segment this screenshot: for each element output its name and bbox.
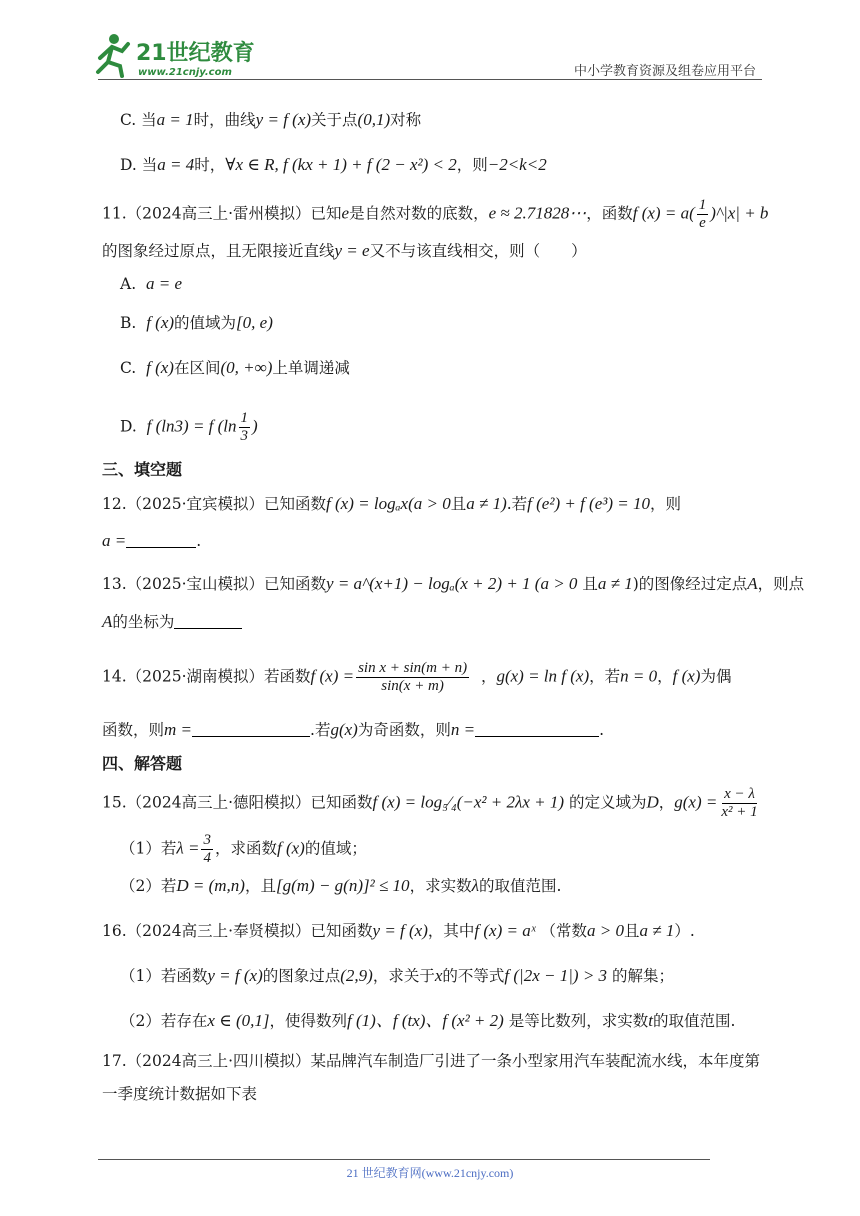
q11-option-c: C. f (x)在区间(0, +∞)上单调递减 bbox=[120, 358, 350, 377]
q11-stem-line1: 11.（2024高三上·雷州模拟）已知e是自然对数的底数，e ≈ 2.71828⋯，函数f (x) = a( $\frac{1}{e}$ )^|x| + b bbox=[102, 197, 769, 231]
q15-stem: 15.（2024高三上·德阳模拟）已知函数f (x) = log₅⁄₄(−x² + 2λx + 1) 的定义域为D，g(x) = $\frac{x - \lambda}{\text{x² + 1}}$ bbox=[102, 786, 758, 820]
runner-icon bbox=[98, 34, 128, 76]
svg-text:21世纪教育: 21世纪教育 bbox=[136, 41, 255, 66]
fraction: $\frac{1}{e}$ bbox=[698, 197, 707, 231]
answer-blank[interactable] bbox=[126, 533, 196, 548]
header-rule bbox=[98, 79, 762, 80]
option-d-line: D. 当a = 4时，∀x ∈ R, f (kx + 1) + f (2 − x²) < 2，则−2<k<2 bbox=[120, 155, 547, 174]
q11-option-b: B. f (x)的值域为[0, e) bbox=[120, 313, 273, 332]
q11-option-a: A. a = e bbox=[120, 274, 183, 293]
answer-blank[interactable] bbox=[192, 722, 310, 737]
q16-part2: （2）若存在x ∈ (0,1]，使得数列f (1)、f (tx)、f (x² + 2) 是等比数列，求实数t的取值范围. bbox=[120, 1011, 736, 1030]
q11-option-d: D. f (ln3) = f (ln $\frac{1}{3}$ ) bbox=[120, 410, 258, 444]
q17-line2: 一季度统计数据如下表 bbox=[102, 1085, 258, 1103]
section-fill-blank-heading: 三、填空题 bbox=[102, 460, 183, 479]
q13-line2: A的坐标为 bbox=[102, 611, 242, 633]
answer-blank[interactable] bbox=[174, 614, 242, 629]
q13-line1: 13.（2025·宝山模拟）已知函数y = a^(x+1) − logₐ(x + 2) + 1 (a > 0 且a ≠ 1)的图像经过定点A，则点 bbox=[102, 574, 805, 593]
option-c-line: C. 当a = 1时，曲线y = f (x)关于点(0,1)对称 bbox=[120, 110, 422, 129]
q15-part1: （1）若λ = $\frac{3}{4}$ ，求函数f (x)的值域； bbox=[120, 832, 367, 866]
header-tagline: 中小学教育资源及组卷应用平台 bbox=[573, 64, 756, 79]
q12-line2: a = . bbox=[102, 531, 202, 550]
q15-part2: （2）若D = (m,n)，且[g(m) − g(n)]² ≤ 10，求实数λ的取值范围. bbox=[120, 876, 562, 895]
section-solution-heading: 四、解答题 bbox=[102, 754, 183, 773]
answer-blank[interactable] bbox=[475, 722, 599, 737]
svg-text:www.21cnjy.com: www.21cnjy.com bbox=[138, 67, 232, 78]
footer-link[interactable]: 21 世纪教育网(www.21cnjy.com) bbox=[346, 1166, 514, 1180]
site-logo bbox=[92, 30, 262, 82]
footer-rule bbox=[98, 1159, 710, 1160]
q11-stem-line2: 的图象经过原点，且无限接近直线y = e又不与该直线相交，则（ ） bbox=[102, 241, 587, 260]
q14-line2: 函数，则m = .若g(x)为奇函数，则n = . bbox=[102, 720, 605, 739]
q16-part1: （1）若函数y = f (x)的图象过点(2,9)，求关于x的不等式f (|2x − 1|) > 3 的解集； bbox=[120, 966, 674, 985]
q14-line1: 14.（2025·湖南模拟）若函数f (x) = $\frac{\text{sin x + sin(m + n)}}{\sin(x + m)}$ ，g(x) = ln f (x)，若n = 0，f (x)为偶 bbox=[102, 660, 732, 694]
q17-line1: 17.（2024高三上·四川模拟）某品牌汽车制造厂引进了一条小型家用汽车装配流水线，本年度第 bbox=[102, 1052, 761, 1070]
q12-line1: 12.（2025·宜宾模拟）已知函数f (x) = logₐx(a > 0且a ≠ 1).若f (e²) + f (e³) = 10，则 bbox=[102, 494, 682, 513]
q16-stem: 16.（2024高三上·奉贤模拟）已知函数y = f (x)，其中f (x) = aˣ （常数a > 0且a ≠ 1）. bbox=[102, 921, 695, 940]
